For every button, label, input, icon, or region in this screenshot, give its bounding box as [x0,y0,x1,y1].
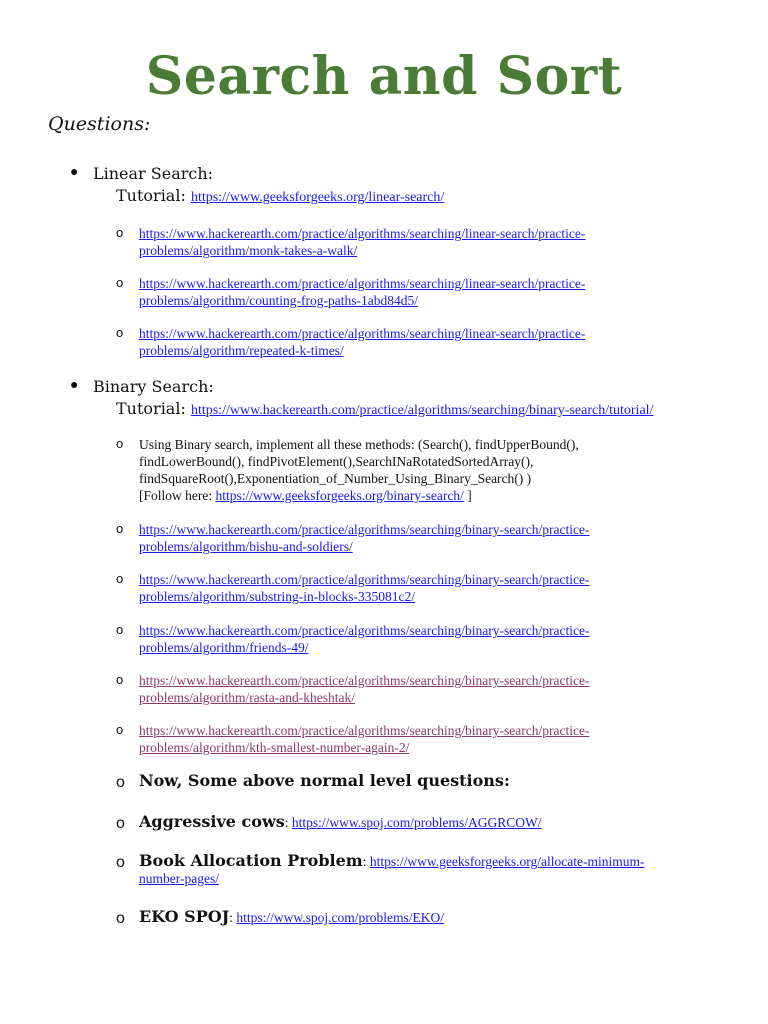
linear-tutorial-link[interactable]: https://www.geeksforgeeks.org/linear-search/ [190,190,445,205]
circle-bullet-icon: o [116,275,124,290]
problem-link-friends-49[interactable]: https://www.hackerearth.com/practice/algorithms/searching/binary-search/practice- problems/algorithm/friends-49/ [139,623,590,655]
above-normal-heading: Now, Some above normal level questions: [139,771,510,790]
list-item [116,571,696,605]
circle-bullet-icon: o [116,815,125,832]
binary-search-section [70,376,730,422]
list-item [116,722,696,756]
binary-search-heading: Binary Search: [93,377,214,396]
linear-tutorial-line [116,185,730,209]
circle-bullet-icon: o [116,436,124,451]
circle-bullet-icon: o [116,722,124,737]
binary-tutorial-line [116,398,730,422]
linear-search-section [70,163,730,209]
aggressive-cows-link[interactable]: https://www.spoj.com/problems/AGGRCOW/ [291,815,542,830]
list-item [116,772,696,790]
circle-bullet-icon: o [116,774,125,791]
circle-bullet-icon: o [116,521,124,536]
problem-link-monk-takes-a-walk[interactable]: https://www.hackerearth.com/practice/algorithms/searching/linear-search/practice- problems/algorithm/monk-takes-a-walk/ [139,226,586,258]
tutorial-label: Tutorial: [116,186,186,205]
bullet-icon: ● [70,378,79,393]
page-title: Search and Sort [145,46,623,107]
circle-bullet-icon: o [116,672,124,687]
problem-link-rasta-and-kheshtak[interactable]: https://www.hackerearth.com/practice/algorithms/searching/binary-search/practice- problems/algorithm/rasta-and-kheshtak/ [139,673,590,705]
list-item [116,622,696,656]
linear-search-heading: Linear Search: [93,164,214,183]
book-allocation-link[interactable]: https://www.geeksforgeeks.org/allocate-minimum- number-pages/ [139,854,645,886]
eko-spoj-link[interactable]: https://www.spoj.com/problems/EKO/ [236,910,445,925]
book-allocation-label: Book Allocation Problem [139,851,363,870]
circle-bullet-icon: o [116,225,124,240]
problem-link-counting-frog-paths[interactable]: https://www.hackerearth.com/practice/algorithms/searching/linear-search/practice- problems/algorithm/counting-frog-paths-1abd84d5/ [139,276,586,308]
list-item [116,672,696,706]
circle-bullet-icon: o [116,854,125,871]
list-item [116,521,696,555]
list-item [116,436,696,504]
circle-bullet-icon: o [116,622,124,637]
bullet-icon: ● [70,165,79,180]
eko-spoj-label: EKO SPOJ [139,907,230,926]
circle-bullet-icon: o [116,571,124,586]
list-item: o Book Allocation Problem: https://www.geeksforgeeks.org/allocate-minimum- number-pages/ [116,851,645,886]
problem-link-kth-smallest-number[interactable]: https://www.hackerearth.com/practice/algorithms/searching/binary-search/practice- problems/algorithm/kth-smallest-number-again-2/ [139,723,590,755]
circle-bullet-icon: o [116,910,125,927]
list-item: o EKO SPOJ: https://www.spoj.com/problems/EKO/ [116,907,445,927]
problem-link-bishu-and-soldiers[interactable]: https://www.hackerearth.com/practice/algorithms/searching/binary-search/practice- problems/algorithm/bishu-and-soldiers/ [139,522,590,554]
binary-tutorial-link[interactable]: https://www.hackerearth.com/practice/algorithms/searching/binary-search/tutorial/ [190,403,654,418]
circle-bullet-icon: o [116,325,124,340]
tutorial-label: Tutorial: [116,399,186,418]
aggressive-cows-label: Aggressive cows [139,812,285,831]
questions-heading: Questions: [48,113,151,135]
problem-link-repeated-k-times[interactable]: https://www.hackerearth.com/practice/algorithms/searching/linear-search/practice- problems/algorithm/repeated-k-times/ [139,326,586,358]
list-item: o Aggressive cows: https://www.spoj.com/problems/AGGRCOW/ [116,812,542,832]
binary-methods-text: Using Binary search, implement all these methods: (Search(), findUpperBound(), findLowerBound(), findPivotElement(),SearchINaRotatedSortedArray(), findSquareRoot(),Exponentiation_of_Number_Using_Binary_Search() ) [Follow here: https://www.geeksforgeeks.org/binary-search/ ] [139,437,579,503]
problem-link-substring-in-blocks[interactable]: https://www.hackerearth.com/practice/algorithms/searching/binary-search/practice- problems/algorithm/substring-in-blocks-335081c2/ [139,572,590,604]
binary-follow-link[interactable]: https://www.geeksforgeeks.org/binary-search/ [215,488,464,503]
list-item [116,325,696,359]
list-item [116,275,696,309]
list-item [116,225,696,259]
